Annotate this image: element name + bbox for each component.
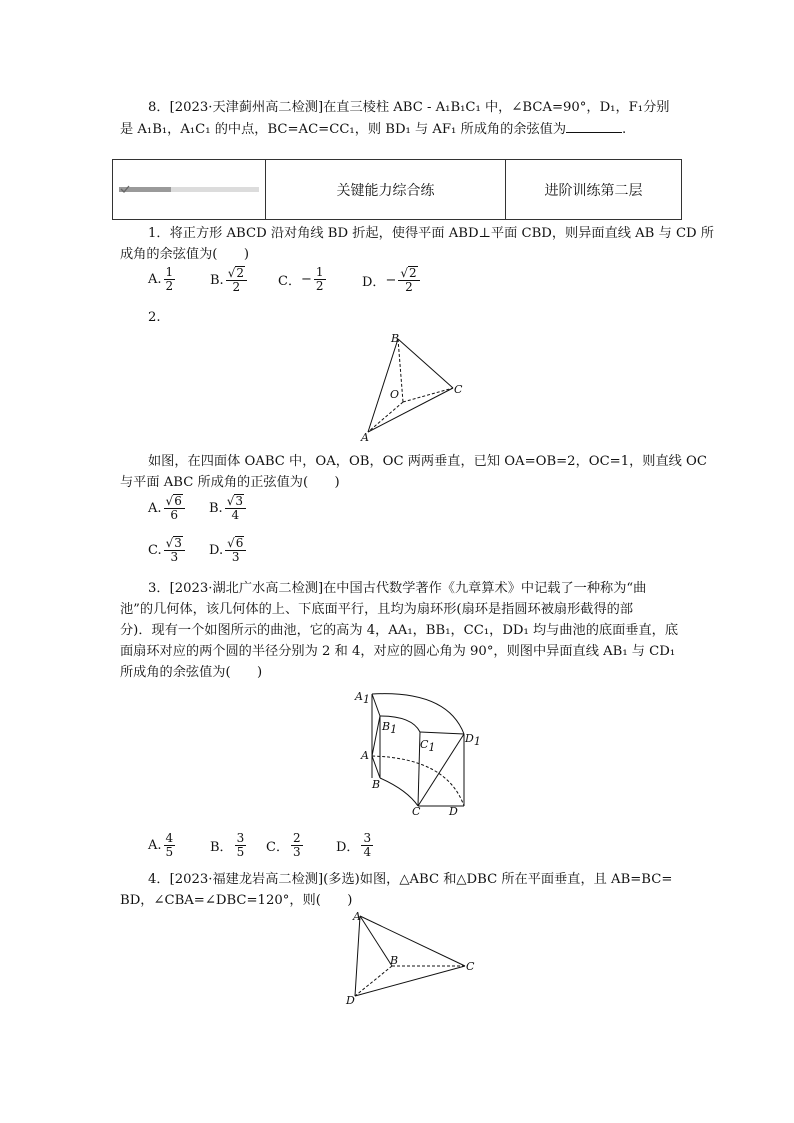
answer-blank	[566, 120, 622, 133]
q1-option-b[interactable]: B. √ 2 2	[210, 266, 249, 294]
q3-option-b[interactable]: B． $\frac{3}{5}$	[210, 831, 245, 859]
label-a1: A1	[355, 690, 370, 706]
label-b: B	[372, 778, 381, 791]
label-c: C	[412, 805, 421, 818]
label-c: C	[466, 960, 475, 973]
label-a: A	[353, 910, 361, 923]
q1-option-d[interactable]: D． − √ 2 2	[362, 266, 422, 294]
q3-line3: 分)．现有一个如图所示的曲池，它的高为 4，AA₁，BB₁，CC₁，DD₁ 均与曲池的底面垂直，底	[120, 623, 679, 638]
q2-option-a[interactable]: A. √ 6 6	[148, 494, 187, 522]
q8-line2-text: 是 A₁B₁，A₁C₁ 的中点，BC=AC=CC₁，则 BD₁ 与 AF₁ 所成角的余弦值为	[120, 122, 567, 137]
section-title: 关键能力综合练	[266, 160, 506, 219]
q2-option-b[interactable]: B. √ 3 4	[209, 494, 248, 522]
label-b: B	[390, 954, 399, 967]
label-d: D	[346, 994, 355, 1007]
label-b1: B1	[382, 720, 398, 736]
label-a: A	[361, 749, 369, 762]
q8-line2-end: .	[622, 122, 627, 137]
q3-line4: 面扇环对应的两个圆的半径分别为 2 和 4，对应的圆心角为 90°，则图中异面直线 AB₁ 与 CD₁	[120, 644, 676, 659]
q1-line1: 1．将正方形 ABCD 沿对角线 BD 折起，使得平面 ABD⊥平面 CBD，则异面直线 AB 与 CD 所	[148, 226, 714, 241]
q3-option-c[interactable]: C． $\frac{2}{3}$	[266, 831, 301, 859]
progress-cell	[113, 160, 266, 219]
q2-line1: 如图，在四面体 OABC 中，OA，OB，OC 两两垂直，已知 OA=OB=2，OC=1，则直线 OC	[148, 454, 707, 469]
section-level: 进阶训练第二层	[544, 182, 643, 199]
q2-option-c[interactable]: C. √ 3 3	[148, 536, 187, 564]
q1-option-a[interactable]: A. $\frac{1}{2}$	[148, 265, 174, 293]
section-header-table	[112, 159, 682, 220]
q3-option-a[interactable]: A. $\frac{4}{5}$	[148, 831, 174, 859]
label-c1: C1	[420, 738, 436, 754]
label-c: C	[454, 383, 463, 396]
q4-figure	[340, 908, 480, 1008]
q1-line2: 成角的余弦值为( )	[120, 247, 249, 262]
q2-line2: 与平面 ABC 所成角的正弦值为( )	[120, 475, 340, 490]
label-d: D	[449, 805, 458, 818]
q8-line1: 8．[2023·天津蓟州高二检测]在直三棱柱 ABC - A₁B₁C₁ 中，∠BCA=90°，D₁，F₁分别	[148, 100, 670, 115]
q2-tetrahedron-figure	[355, 330, 465, 445]
q4-line2: BD，∠CBA=∠DBC=120°，则( )	[120, 893, 353, 908]
q8-line2	[120, 120, 626, 139]
label-o: O	[390, 388, 400, 401]
progress-bar-icon	[119, 185, 259, 195]
q3-line2: 池”的几何体，该几何体的上、下底面平行，且均为扇环形(扇环是指圆环被扇形截得的部	[120, 602, 634, 617]
q4-line1: 4．[2023·福建龙岩高二检测](多选)如图，△ABC 和△DBC 所在平面垂直，且 AB=BC=	[148, 872, 673, 887]
q1-option-c[interactable]: C． − $\frac{1}{2}$	[278, 265, 324, 293]
label-b: B	[391, 332, 400, 345]
q2-option-d[interactable]: D. √ 6 3	[209, 536, 248, 564]
q3-option-d[interactable]: D． $\frac{3}{4}$	[336, 831, 372, 859]
q3-qu-chi-figure	[352, 686, 481, 818]
q2-number: 2.	[148, 310, 161, 325]
q3-line5: 所成角的余弦值为( )	[120, 665, 263, 680]
label-d1: D1	[465, 732, 481, 748]
q3-line1: 3．[2023·湖北广水高二检测]在中国古代数学著作《九章算术》中记载了一种称为“曲	[148, 581, 647, 596]
label-a: A	[361, 431, 369, 444]
